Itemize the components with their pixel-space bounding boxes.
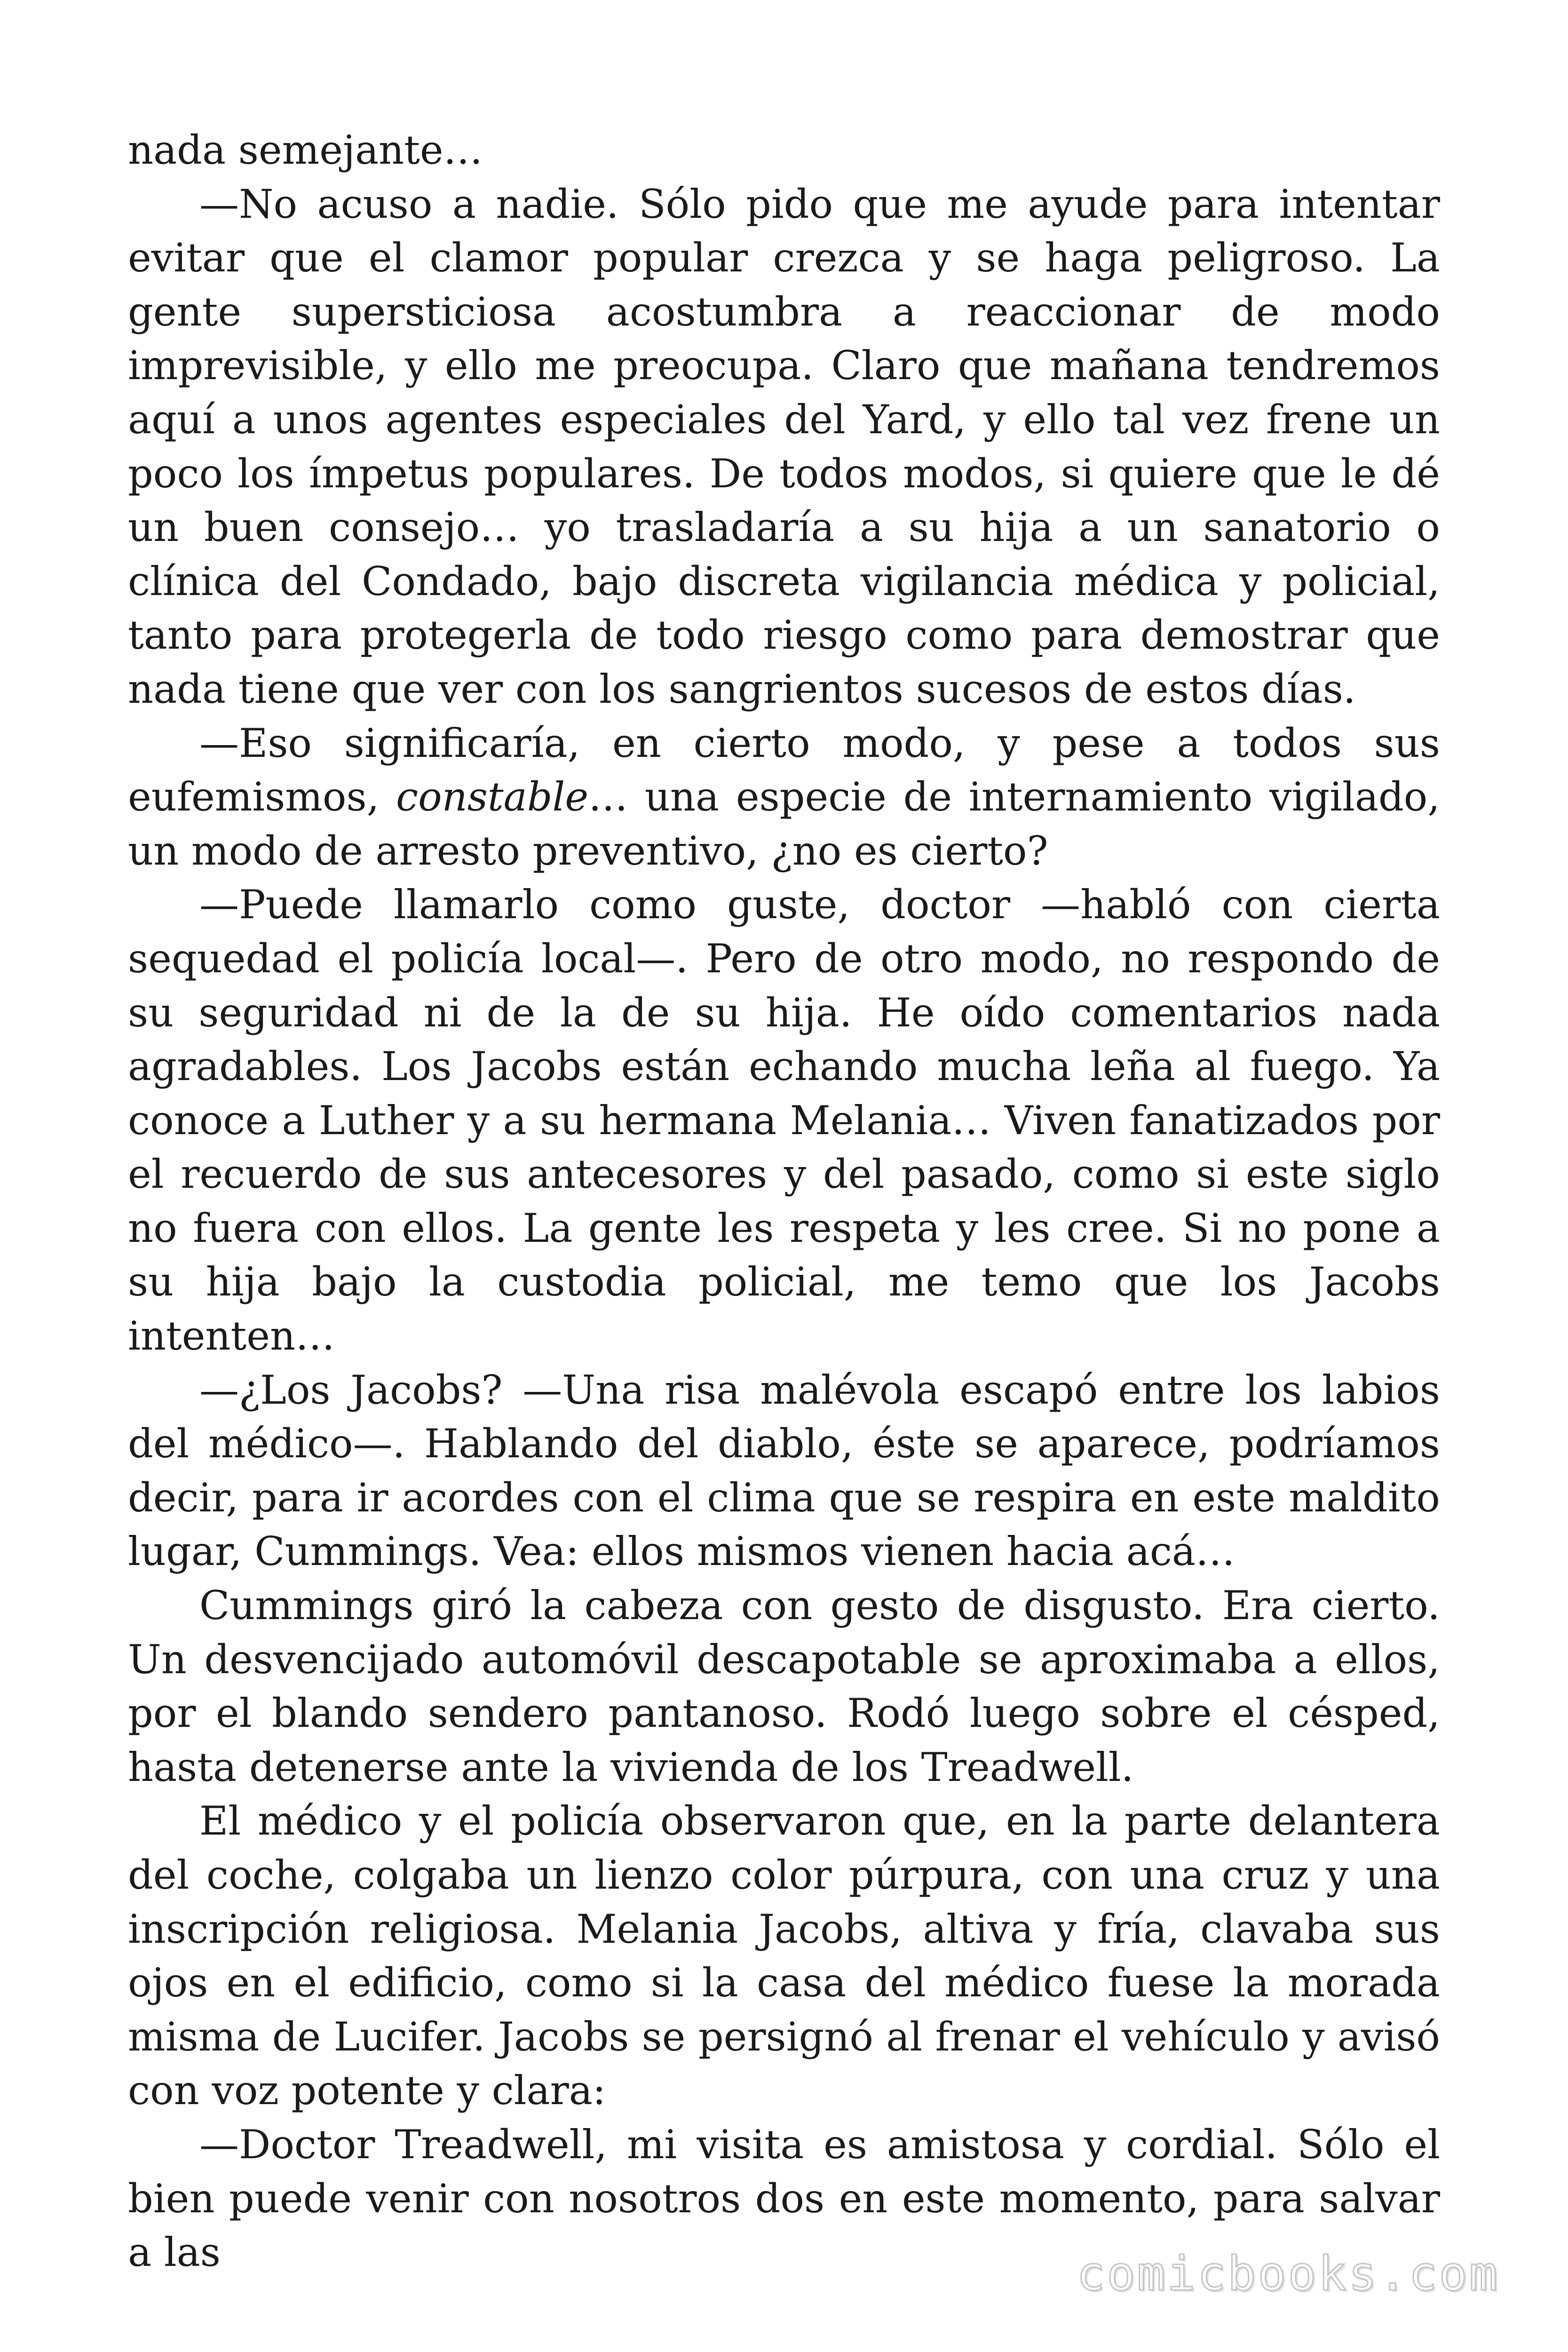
paragraph-2: —No acuso a nadie. Sólo pido que me ayude para intentar evitar que el clamor popular crezca y se haga peligroso. La gente supersticiosa acostumbra a reaccionar de modo imprevisible, y ello me preocupa. Claro que mañana tendremos aquí a unos agentes especiales del Yard, y ello tal vez frene un poco los ímpetus populares. De todos modos, si quiere que le dé un buen consejo… yo trasladaría a su hija a un sanatorio o clínica del Condado, bajo discreta vigilancia médica y policial, tanto para protegerla de todo riesgo como para demostrar que nada tiene que ver con los sangrientos sucesos de estos días. [128, 181, 1440, 712]
paragraph-4: —Puede llamarlo como guste, doctor —habló con cierta sequedad el policía local—. Pero de otro modo, no respondo de su seguridad ni de la de su hija. He oído comentarios nada agradables. Los Jacobs están echando mucha leña al fuego. Ya conoce a Luther y a su hermana Melania… Viven fanatizados por el recuerdo de sus antecesores y del pasado, como si este siglo no fuera con ellos. La gente les respeta y les cree. Si no pone a su hija bajo la custodia policial, me temo que los Jacobs intenten… [128, 882, 1440, 1359]
paragraph-3-text-after: … una especie de internamiento vigilado, un modo de arresto preventivo, ¿no es cierto? [128, 774, 1440, 874]
paragraph-8: —Doctor Treadwell, mi visita es amistosa y cordial. Sólo el bien puede venir con nosotros dos en este momento, para salvar a las [128, 2121, 1440, 2276]
paragraph-5: —¿Los Jacobs? —Una risa malévola escapó entre los labios del médico—. Hablando del diablo, éste se aparece, podríamos decir, para ir acordes con el clima que se respira en este maldito lugar, Cummings. Vea: ellos mismos vienen hacia acá… [128, 1367, 1440, 1575]
paragraph-3 [128, 716, 1440, 878]
body-text [128, 123, 1440, 2280]
paragraph-7: El médico y el policía observaron que, en la parte delantera del coche, colgaba un lienzo color púrpura, con una cruz y una inscripción religiosa. Melania Jacobs, altiva y fría, clavaba sus ojos en el edificio, como si la casa del médico fuese la morada misma de Lucifer. Jacobs se persignó al frenar el vehículo y avisó con voz potente y clara: [128, 1798, 1440, 2114]
paragraph-6: Cummings giró la cabeza con gesto de disgusto. Era cierto. Un desvencijado automóvil descapotable se aproximaba a ellos, por el blando sendero pantanoso. Rodó luego sobre el césped, hasta detenerse ante la vivienda de los Treadwell. [128, 1582, 1440, 1790]
paragraph-3-text-before: —Eso significaría, en cierto modo, y pese a todos sus eufemismos, [128, 720, 1440, 820]
paragraph-1: nada semejante… [128, 127, 483, 173]
italic-word-constable: constable [396, 774, 589, 820]
site-watermark: comicbooks.com [1077, 2246, 1499, 2301]
